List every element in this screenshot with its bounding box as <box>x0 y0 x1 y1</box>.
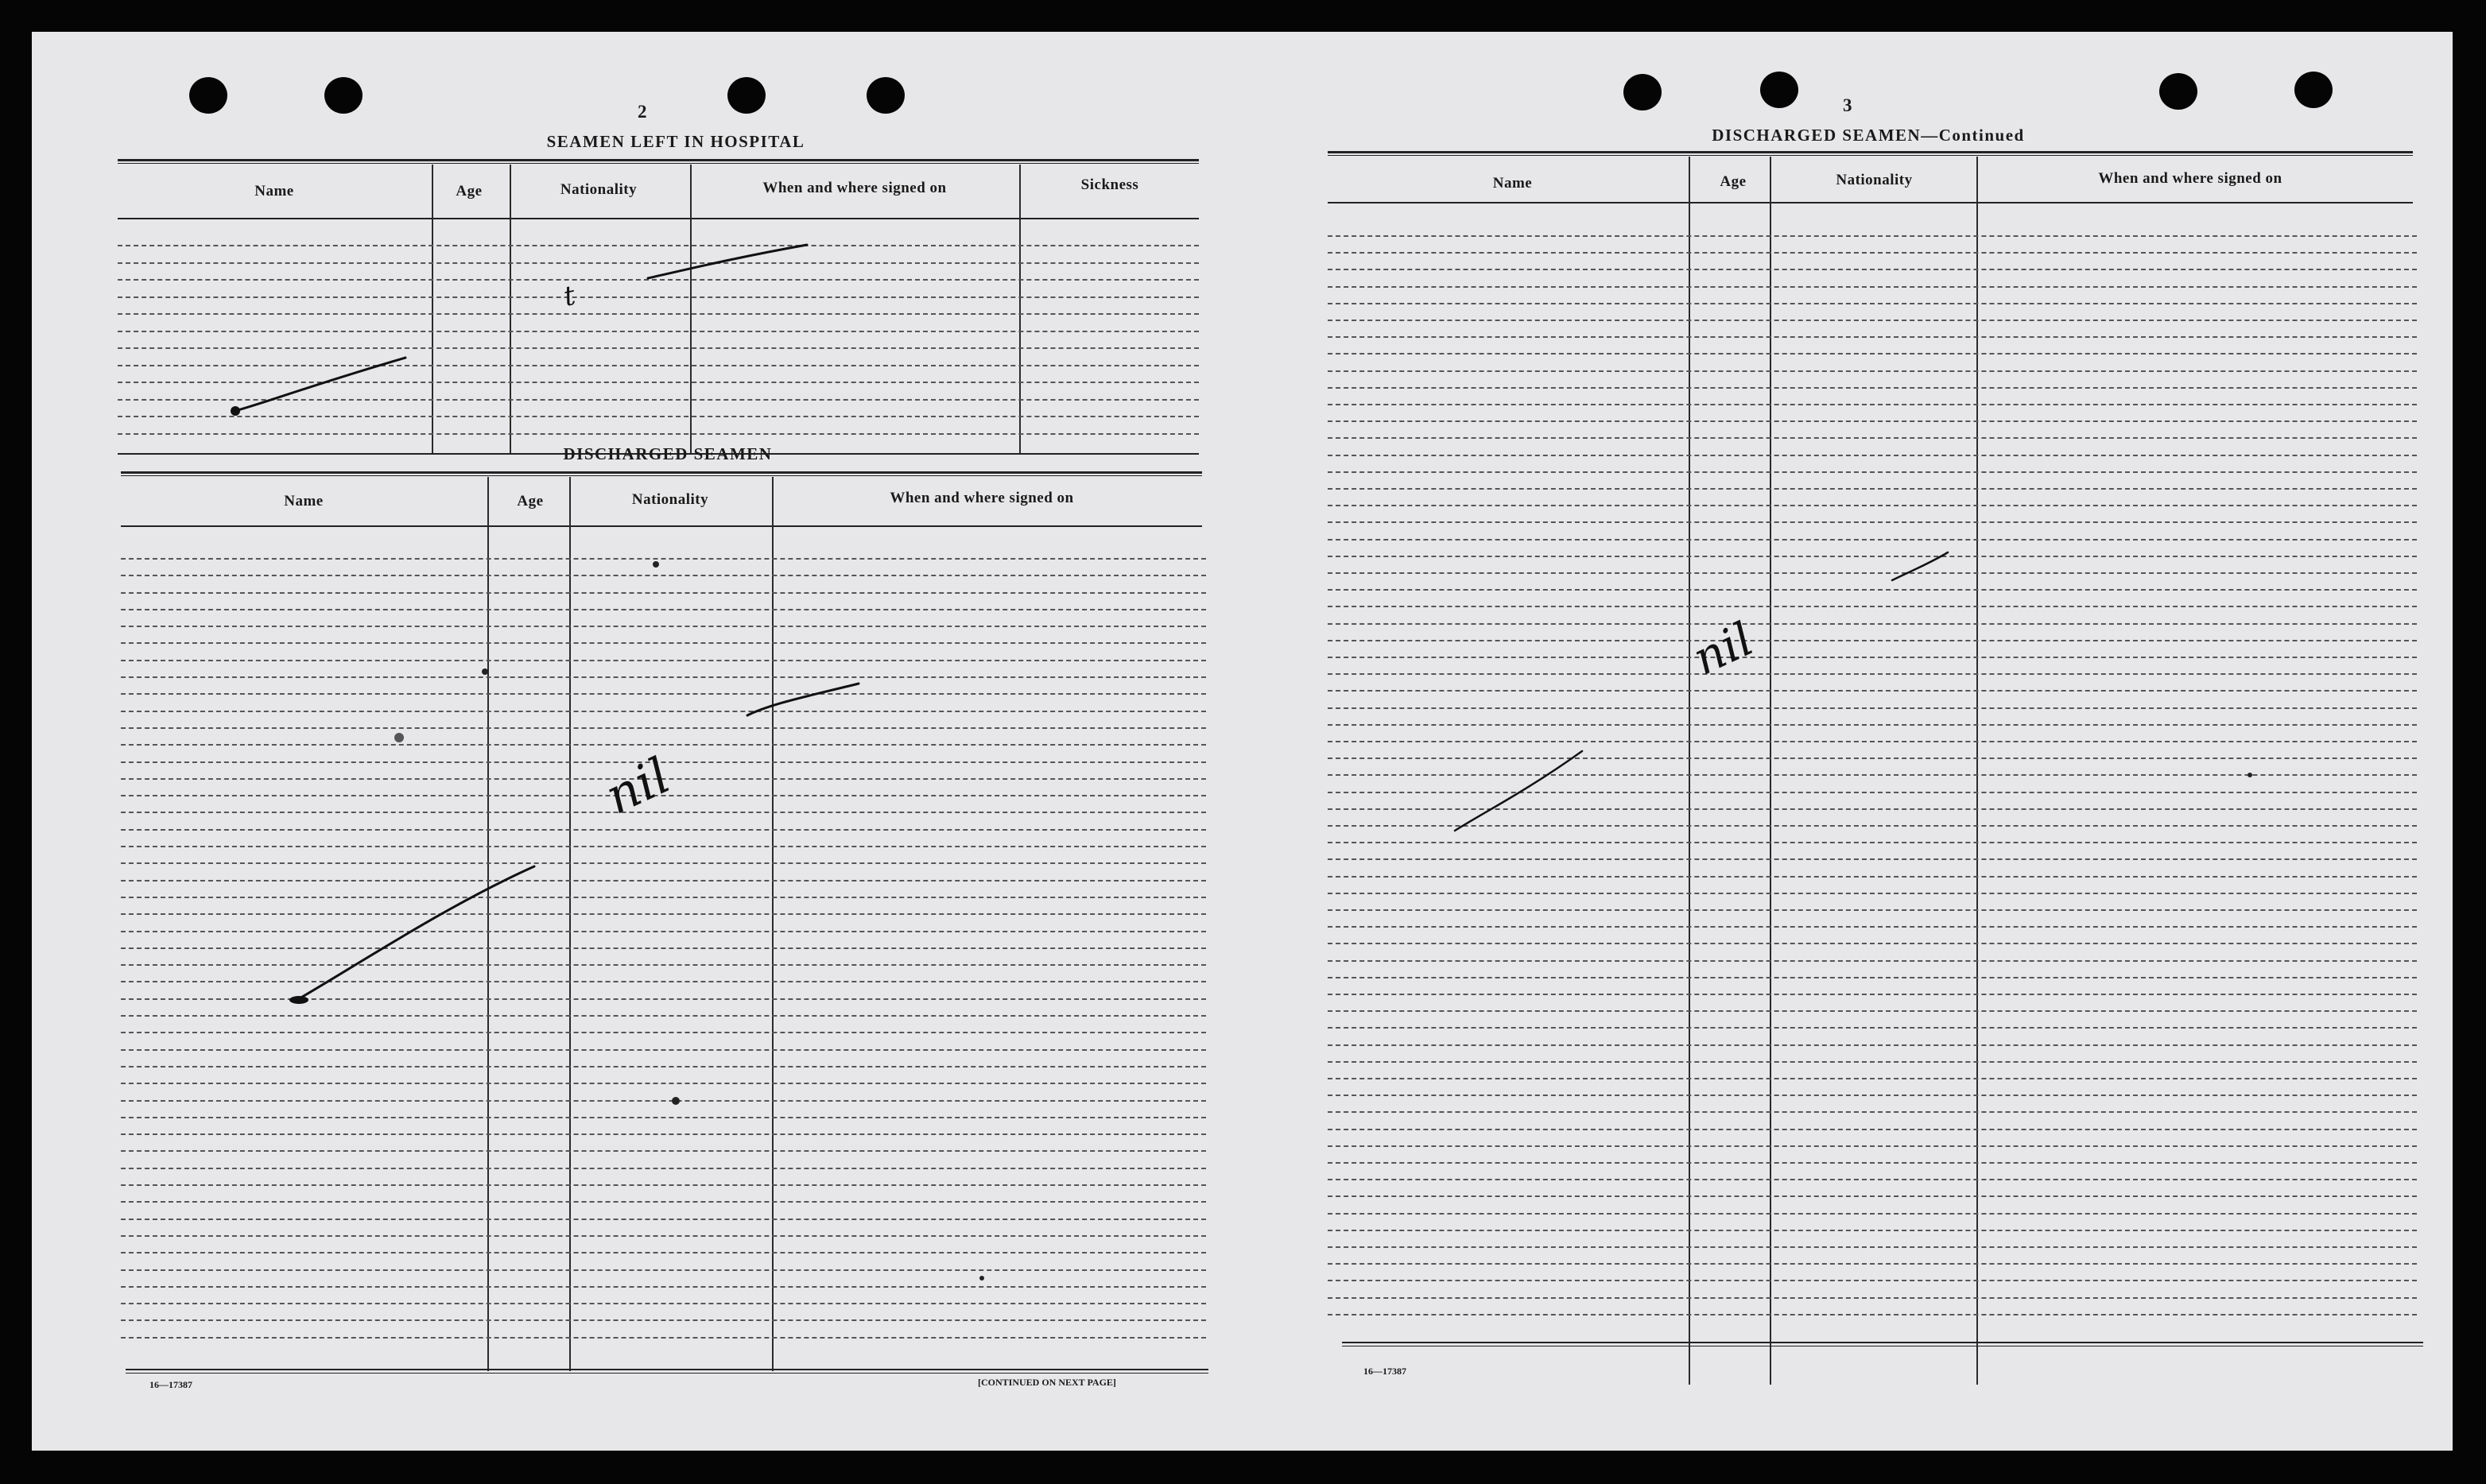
continued-col-age: Age <box>1720 173 1747 190</box>
ink-speck <box>2247 773 2252 777</box>
ink-speck <box>979 1276 984 1281</box>
hospital-col-sickness: Sickness <box>1080 176 1139 193</box>
continued-col-nationality: Nationality <box>1836 172 1913 188</box>
ink-blot <box>289 996 308 1004</box>
discharged-col-nationality: Nationality <box>631 491 709 508</box>
discharged-section-title: DISCHARGED SEAMEN <box>563 444 773 463</box>
cancel-stroke <box>1455 751 1582 831</box>
page-number-left: 2 <box>638 102 647 122</box>
hospital-col-name: Name <box>254 183 294 200</box>
cancel-stroke <box>294 866 534 1002</box>
discharged-col-age: Age <box>517 493 544 510</box>
ink-blot <box>231 406 240 416</box>
hospital-col-nationality: Nationality <box>560 181 638 198</box>
hospital-section-title: SEAMEN LEFT IN HOSPITAL <box>546 132 805 151</box>
form-number-right: 16—17387 <box>1363 1366 1406 1377</box>
cancel-stroke <box>648 245 807 278</box>
continued-col-name: Name <box>1492 175 1533 192</box>
hospital-col-signed-on: When and where signed on <box>762 180 947 196</box>
discharged-col-name: Name <box>284 493 324 510</box>
handwriting-layer <box>32 32 2453 1451</box>
continued-note: [CONTINUED ON NEXT PAGE] <box>978 1377 1116 1388</box>
continued-col-signed-on: When and where signed on <box>2098 170 2282 187</box>
cancel-stroke <box>1892 552 1948 580</box>
ink-speck <box>653 561 659 568</box>
ink-speck <box>672 1097 680 1105</box>
hospital-col-age: Age <box>456 183 483 200</box>
page-number-right: 3 <box>1843 95 1852 115</box>
discharged-col-signed-on: When and where signed on <box>890 490 1074 506</box>
cancel-stroke <box>232 358 405 412</box>
ledger-sheet <box>32 32 2453 1451</box>
handwritten-nil-discharged: nil <box>596 746 679 826</box>
ink-speck <box>394 733 404 742</box>
cancel-stroke <box>747 684 859 715</box>
continued-section-title: DISCHARGED SEAMEN—Continued <box>1712 126 2025 145</box>
form-number-left: 16—17387 <box>149 1379 192 1390</box>
handwritten-nil-continued: nil <box>1685 611 1762 686</box>
ink-speck <box>482 668 488 675</box>
handwritten-mark-hospital: t <box>560 279 579 313</box>
